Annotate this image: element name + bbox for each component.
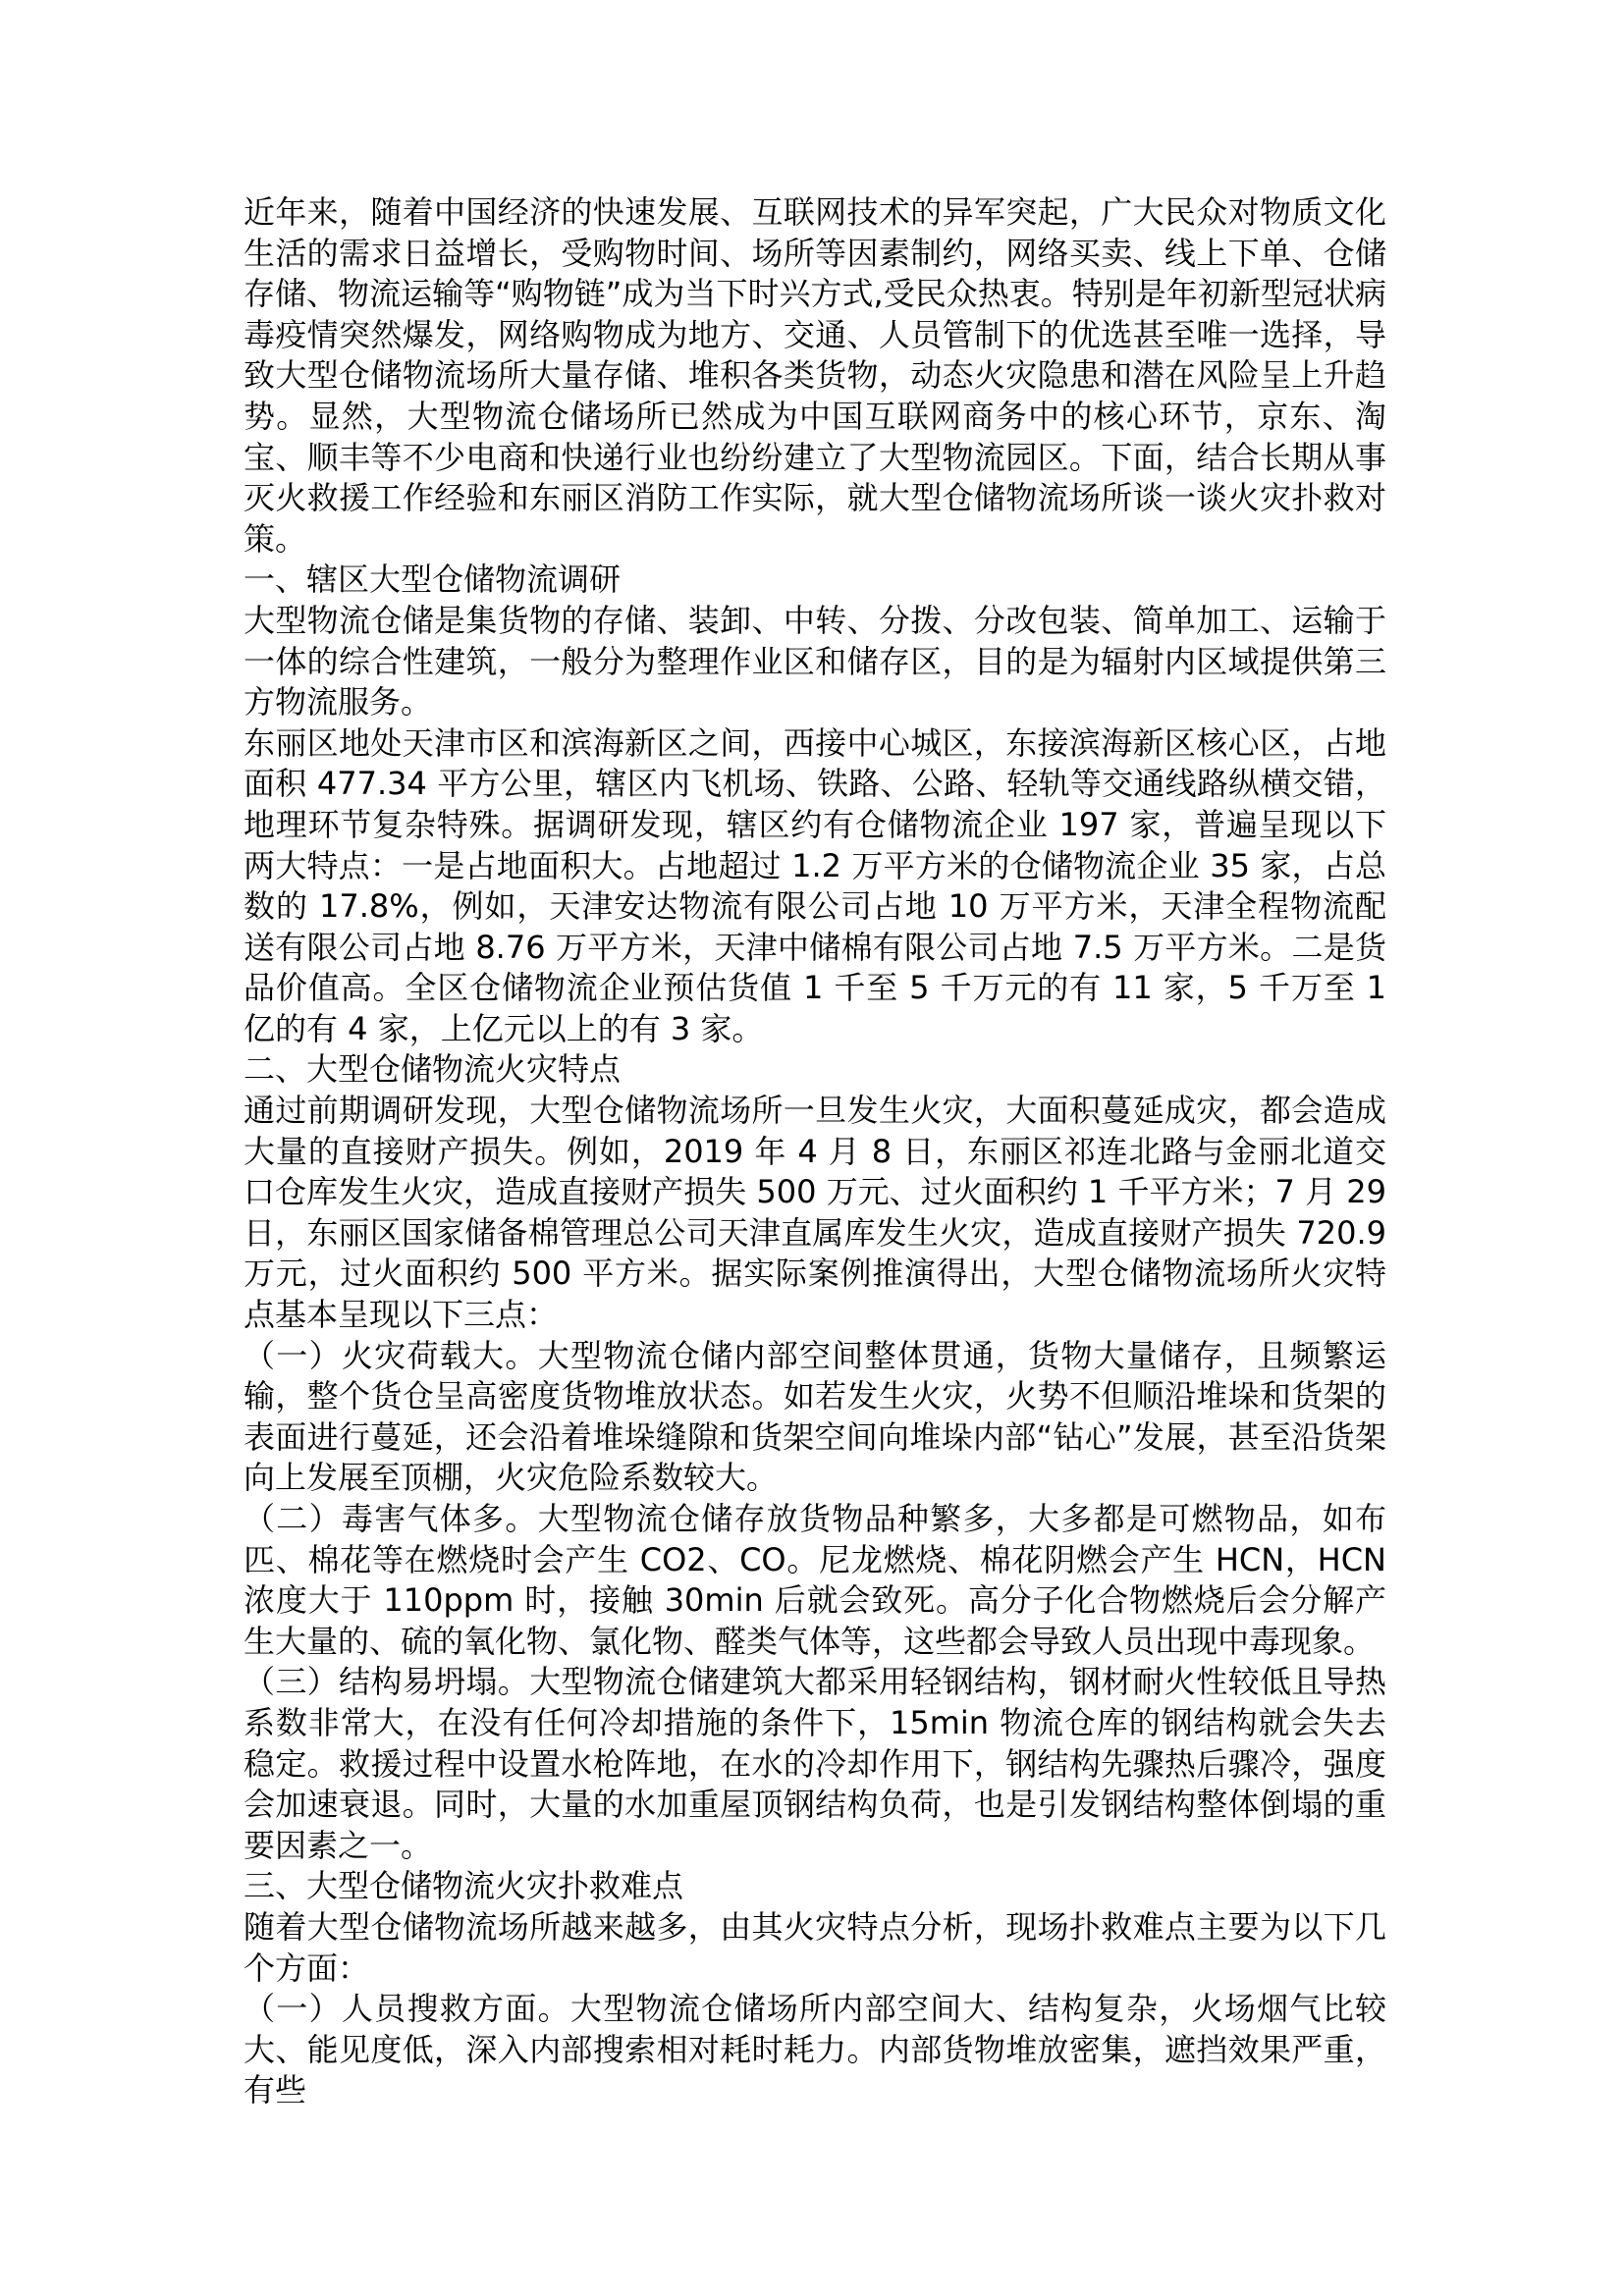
paragraph-fire-load: （一）火灾荷载大。大型物流仓储内部空间整体贯通，货物大量储存，且频繁运输，整个货仓呈高密度货物堆放状态。如若发生火灾，火势不但顺沿堆垛和货架的表面进行蔓延，还会沿着堆垛缝隙和货架空间向堆垛内部“钻心”发展，甚至沿货架向上发展至顶棚，火灾危险系数较大。 xyxy=(244,1336,1386,1497)
document-body xyxy=(244,192,1386,2111)
paragraph-definition: 大型物流仓储是集货物的存储、装卸、中转、分拨、分改包装、简单加工、运输于一体的综合性建筑，一般分为整理作业区和储存区，目的是为辐射内区域提供第三方物流服务。 xyxy=(244,601,1386,721)
paragraph-difficulties-intro: 随着大型仓储物流场所越来越多，由其火灾特点分析，现场扑救难点主要为以下几个方面： xyxy=(244,1907,1386,1987)
paragraph-rescue-search: （一）人员搜救方面。大型物流仓储场所内部空间大、结构复杂，火场烟气比较大、能见度低，深入内部搜索相对耗时耗力。内部货物堆放密集，遮挡效果严重，有些 xyxy=(244,1990,1386,2109)
section-heading-3: 三、大型仓储物流火灾扑救难点 xyxy=(244,1867,684,1905)
paragraph-toxic-gas: （二）毒害气体多。大型物流仓储存放货物品种繁多，大多都是可燃物品，如布匹、棉花等在燃烧时会产生 CO2、CO。尼龙燃烧、棉花阴燃会产生 HCN，HCN 浓度大于 110ppm 时，接触 30min 后就会致死。高分子化合物燃烧后会分解产生大量的、硫的氧化物、氯化物、醛类气体等，这些都会导致人员出现中毒现象。 xyxy=(244,1500,1386,1660)
paragraph-structure-collapse: （三）结构易坍塌。大型物流仓储建筑大都采用轻钢结构，钢材耐火性较低且导热系数非常大，在没有任何冷却措施的条件下，15min 物流仓库的钢结构就会失去稳定。救援过程中设置水枪阵地，在水的冷却作用下，钢结构先骤热后骤冷，强度会加速衰退。同时，大量的水加重屋顶钢结构负荷，也是引发钢结构整体倒塌的重要因素之一。 xyxy=(244,1663,1386,1864)
intro-paragraph: 近年来，随着中国经济的快速发展、互联网技术的异军突起，广大民众对物质文化生活的需求日益增长，受购物时间、场所等因素制约，网络买卖、线上下单、仓储存储、物流运输等“购物链”成为当下时兴方式,受民众热衷。特别是年初新型冠状病毒疫情突然爆发，网络购物成为地方、交通、人员管制下的优选甚至唯一选择，导致大型仓储物流场所大量存储、堆积各类货物，动态火灾隐患和潜在风险呈上升趋势。显然，大型物流仓储场所已然成为中国互联网商务中的核心环节，京东、淘宝、顺丰等不少电商和快递行业也纷纷建立了大型物流园区。下面，结合长期从事灭火救援工作经验和东丽区消防工作实际，就大型仓储物流场所谈一谈火灾扑救对策。 xyxy=(244,193,1386,558)
paragraph-fire-cases: 通过前期调研发现，大型仓储物流场所一旦发生火灾，大面积蔓延成灾，都会造成大量的直接财产损失。例如，2019 年 4 月 8 日，东丽区祁连北路与金丽北道交口仓库发生火灾，造成直接财产损失 500 万元、过火面积约 1 千平方米；7 月 29 日，东丽区国家储备棉管理总公司天津直属库发生火灾，造成直接财产损失 720.9 万元，过火面积约 500 平方米。据实际案例推演得出，大型仓储物流场所火灾特点基本呈现以下三点： xyxy=(244,1092,1386,1334)
section-heading-1: 一、辖区大型仓储物流调研 xyxy=(244,561,622,599)
paragraph-dongli-survey: 东丽区地处天津市区和滨海新区之间，西接中心城区，东接滨海新区核心区，占地面积 477.34 平方公里，辖区内飞机场、铁路、公路、轻轨等交通线路纵横交错，地理环节复杂特殊。据调研发现，辖区约有仓储物流企业 197 家，普遍呈现以下两大特点：一是占地面积大。占地超过 1.2 万平方米的仓储物流企业 35 家，占总数的 17.8%，例如，天津安达物流有限公司占地 10 万平方米，天津全程物流配送有限公司占地 8.76 万平方米，天津中储棉有限公司占地 7.5 万平方米。二是货品价值高。全区仓储物流企业预估货值 1 千至 5 千万元的有 11 家，5 千万至 1 亿的有 4 家，上亿元以上的有 3 家。 xyxy=(244,723,1386,1047)
section-heading-2: 二、大型仓储物流火灾特点 xyxy=(244,1050,622,1089)
